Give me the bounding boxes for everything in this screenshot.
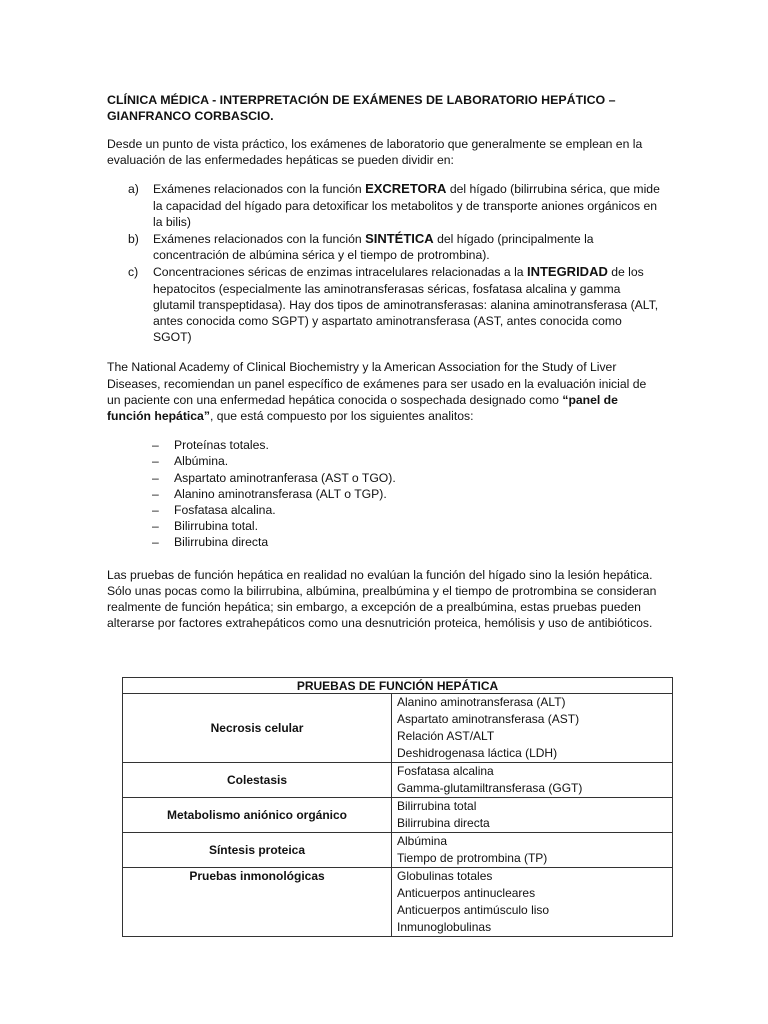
exam-category-item: c) Concentraciones séricas de enzimas intracelulares relacionadas a la INTEGRIDAD de los hepatocitos (especialmente las aminotransferasas séricas, fosfatasa alcalina y gamma glutamil transpeptidasa). Hay dos tipos de aminotransferasas: alanina aminotransferasa (ALT, antes conocida como SGPT) y aspartato aminotransferasa (AST, antes conocida como SGOT): [128, 264, 659, 345]
table-tests-cell: Albúmina Tiempo de protrombina (TP): [392, 833, 673, 868]
dash-marker: –: [152, 535, 159, 550]
panel-name: “panel de función hepática”: [107, 392, 618, 424]
table-tests-cell: Bilirrubina total Bilirrubina directa: [392, 798, 673, 833]
table-category-cell: Síntesis proteica: [123, 833, 392, 868]
table-tests-cell: Alanino aminotransferasa (ALT) Aspartato aminotransferasa (AST) Relación AST/ALT Deshidrogenasa láctica (LDH): [392, 694, 673, 763]
table-row: [123, 868, 673, 937]
intro-paragraph: Desde un punto de vista práctico, los exámenes de laboratorio que generalmente se emplean en la evaluación de las enfermedades hepáticas se pueden dividir en:: [107, 137, 643, 168]
liver-function-table: [122, 677, 673, 937]
table-category-cell: Metabolismo aniónico orgánico: [123, 798, 392, 833]
dash-marker: –: [152, 486, 159, 501]
table-category-cell: Pruebas inmonológicas: [123, 868, 392, 937]
list-item: – Proteínas totales.: [152, 438, 269, 453]
dash-marker: –: [152, 519, 159, 534]
document-body: [107, 92, 662, 644]
table-header: PRUEBAS DE FUNCIÓN HEPÁTICA: [123, 678, 673, 694]
dash-marker: –: [152, 470, 159, 485]
list-item: – Bilirrubina directa: [152, 535, 269, 550]
list-item: – Alanino aminotransferasa (ALT o TGP).: [152, 486, 387, 501]
table-row: [123, 833, 673, 868]
dash-marker: –: [152, 454, 159, 469]
table-tests-cell: Fosfatasa alcalina Gamma-glutamiltransferasa (GGT): [392, 763, 673, 798]
list-marker: a): [128, 182, 139, 197]
exam-category-item: b) Exámenes relacionados con la función SINTÉTICA del hígado (principalmente la concentración de albúmina sérica y el tiempo de protrombina).: [128, 231, 594, 263]
list-item: – Albúmina.: [152, 454, 229, 469]
category-keyword: SINTÉTICA: [365, 231, 434, 247]
table-category-cell: Necrosis celular: [123, 694, 392, 763]
panel-paragraph: The National Academy of Clinical Biochemistry y la American Association for the Study of Liver Diseases, recomiendan un panel específico de exámenes para ser usado en la evaluación inicial de un paciente con una enfermedad hepática conocida o sospechada designado como “panel de función hepática”, que está compuesto por los siguientes analitos:: [107, 360, 647, 424]
table-row: [123, 798, 673, 833]
table-category-cell: Colestasis: [123, 763, 392, 798]
exam-category-list: [107, 181, 662, 345]
document-title: CLÍNICA MÉDICA - INTERPRETACIÓN DE EXÁMENES DE LABORATORIO HEPÁTICO – GIANFRANCO CORBASCIO.: [107, 93, 616, 123]
category-keyword: EXCRETORA: [365, 181, 447, 197]
list-marker: c): [128, 265, 139, 280]
dash-marker: –: [152, 503, 159, 518]
category-keyword: INTEGRIDAD: [526, 264, 608, 280]
table-tests-cell: Globulinas totales Anticuerpos antinucleares Anticuerpos antimúsculo liso Inmunoglobulinas: [392, 868, 673, 937]
table-row: [123, 694, 673, 763]
exam-category-item: a) Exámenes relacionados con la función EXCRETORA del hígado (bilirrubina sérica, que mide la capacidad del hígado para detoxificar los metabolitos y de transporte aniones orgánicos en la bilis): [128, 181, 660, 229]
closing-paragraph: Las pruebas de función hepática en realidad no evalúan la función del hígado sino la lesión hepática. Sólo unas pocas como la bilirrubina, albúmina, prealbúmina y el tiempo de protrombina se consideran realmente de función hepática; sin embargo, a excepción de a prealbúmina, estas pruebas pueden alterarse por factores extrahepáticos como una desnutrición proteica, hemólisis y uso de antibióticos.: [107, 567, 657, 631]
analyte-list: [107, 437, 662, 550]
list-item: – Bilirrubina total.: [152, 519, 258, 534]
table-header-row: [123, 678, 673, 694]
list-item: – Fosfatasa alcalina.: [152, 503, 276, 518]
list-item: – Aspartato aminotranferasa (AST o TGO).: [152, 470, 396, 485]
table-row: [123, 763, 673, 798]
list-marker: b): [128, 232, 139, 247]
dash-marker: –: [152, 438, 159, 453]
